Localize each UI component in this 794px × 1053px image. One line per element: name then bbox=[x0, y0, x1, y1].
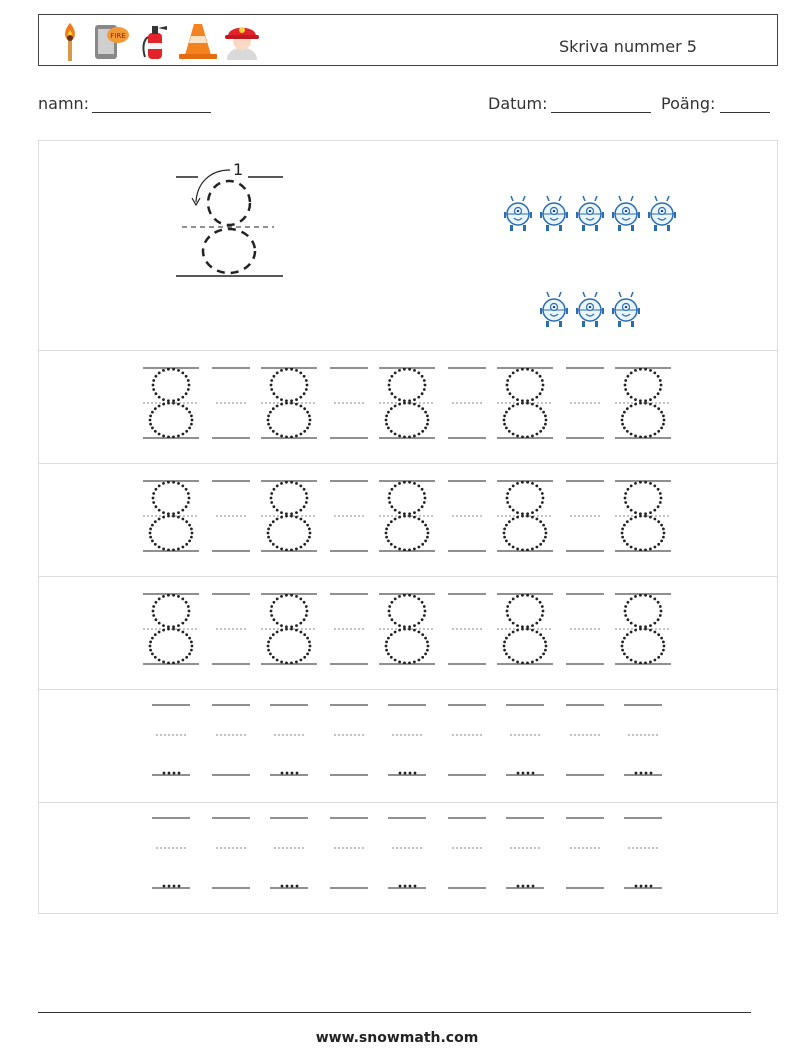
traced-digit[interactable] bbox=[497, 368, 553, 438]
traced-digit[interactable] bbox=[143, 368, 199, 438]
blank-writing-cell[interactable] bbox=[212, 818, 250, 888]
traced-digit[interactable] bbox=[379, 481, 435, 551]
writing-space[interactable] bbox=[448, 594, 486, 664]
writing-space[interactable] bbox=[212, 594, 250, 664]
stroke-order-number: 1 bbox=[233, 160, 244, 179]
writing-space[interactable] bbox=[566, 594, 604, 664]
traced-digit[interactable] bbox=[261, 481, 317, 551]
traced-digit[interactable] bbox=[143, 481, 199, 551]
writing-space[interactable] bbox=[330, 368, 368, 438]
score-label: Poäng: bbox=[661, 94, 716, 113]
blank-writing-cell[interactable] bbox=[506, 705, 544, 775]
blank-writing-cell[interactable] bbox=[506, 818, 544, 888]
blank-writing-cell[interactable] bbox=[330, 705, 368, 775]
traced-digit[interactable] bbox=[261, 594, 317, 665]
footer-url[interactable]: www.snowmath.com bbox=[315, 1030, 479, 1046]
name-label: namn: bbox=[38, 94, 90, 113]
blank-writing-cell[interactable] bbox=[624, 818, 662, 888]
blank-writing-cell[interactable] bbox=[212, 705, 250, 775]
traced-digit[interactable] bbox=[143, 594, 199, 665]
blank-writing-cell[interactable] bbox=[330, 818, 368, 888]
blank-writing-cell[interactable] bbox=[448, 705, 486, 775]
date-label: Datum: bbox=[488, 94, 548, 113]
blank-writing-cell[interactable] bbox=[566, 818, 604, 888]
writing-space[interactable] bbox=[566, 368, 604, 438]
blank-writing-cell[interactable] bbox=[624, 705, 662, 775]
traced-digit[interactable] bbox=[615, 481, 671, 551]
writing-space[interactable] bbox=[212, 368, 250, 438]
traced-digit[interactable] bbox=[497, 481, 553, 551]
writing-space[interactable] bbox=[448, 481, 486, 551]
footer-divider bbox=[38, 1012, 751, 1013]
svg-text:FIRE: FIRE bbox=[110, 32, 126, 40]
traced-digit[interactable] bbox=[497, 594, 553, 665]
blank-writing-cell[interactable] bbox=[448, 818, 486, 888]
blank-writing-cell[interactable] bbox=[270, 818, 308, 888]
blank-writing-cell[interactable] bbox=[152, 818, 190, 888]
blank-writing-cell[interactable] bbox=[388, 818, 426, 888]
blank-writing-cell[interactable] bbox=[566, 705, 604, 775]
traced-digit[interactable] bbox=[379, 594, 435, 665]
page-title: Skriva nummer 5 bbox=[559, 37, 697, 56]
blank-writing-cell[interactable] bbox=[270, 705, 308, 775]
writing-space[interactable] bbox=[448, 368, 486, 438]
blank-writing-cell[interactable] bbox=[152, 705, 190, 775]
writing-space[interactable] bbox=[330, 594, 368, 664]
writing-space[interactable] bbox=[330, 481, 368, 551]
traced-digit[interactable] bbox=[615, 594, 671, 665]
traced-digit[interactable] bbox=[615, 368, 671, 438]
writing-space[interactable] bbox=[212, 481, 250, 551]
writing-space[interactable] bbox=[566, 481, 604, 551]
traced-digit[interactable] bbox=[261, 368, 317, 438]
blank-writing-cell[interactable] bbox=[388, 705, 426, 775]
traced-digit[interactable] bbox=[379, 368, 435, 438]
